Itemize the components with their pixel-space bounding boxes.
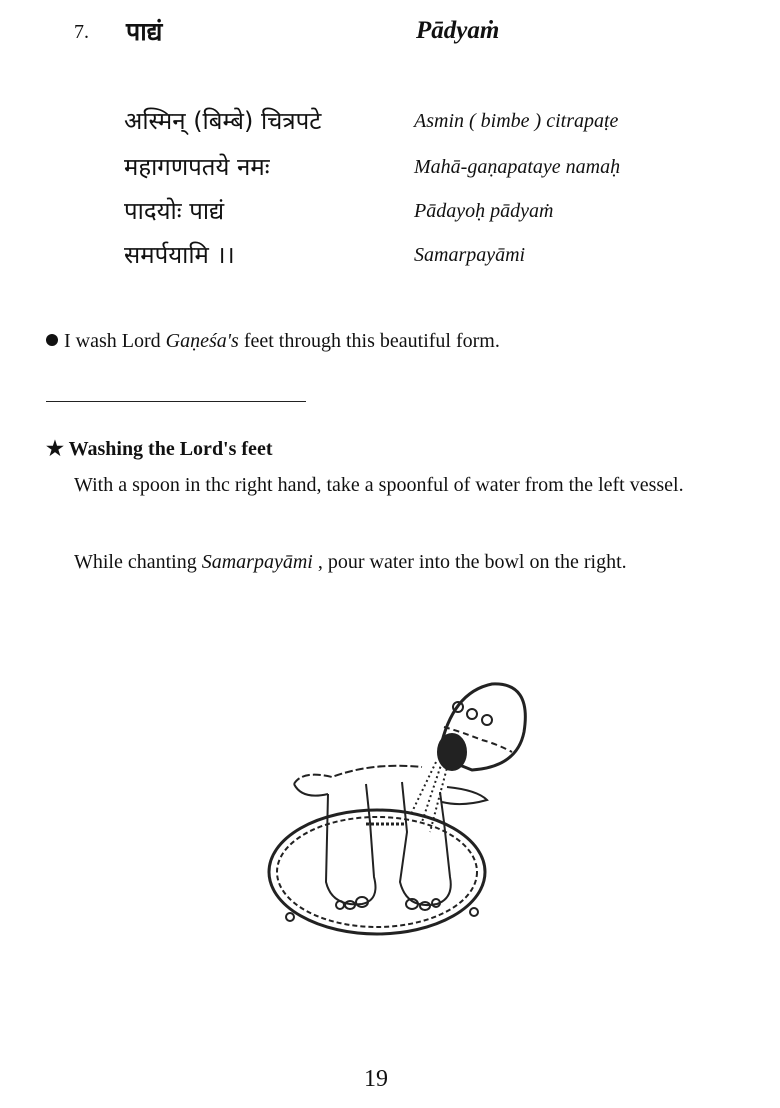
- mantra-line-roman: Asmin ( bimbe ) citrapaṭe: [414, 110, 619, 132]
- mantra-line-roman: Mahā-gaṇapataye namaḥ: [414, 156, 621, 178]
- mantra-line-devanagari: पादयोः पाद्यं: [124, 197, 225, 225]
- section-title-roman: Pādyaṁ: [416, 17, 500, 44]
- instruction-heading: ★ Washing the Lord's feet: [46, 438, 273, 460]
- mantra-line-devanagari: महागणपतये नमः: [124, 153, 270, 181]
- section-title-devanagari: पाद्यं: [126, 17, 163, 46]
- section-number: 7.: [74, 21, 89, 43]
- meaning-bullet: I wash Lord Gaṇeśa's feet through this beautiful form.: [46, 330, 500, 353]
- mantra-line-roman: Pādayoḥ pādyaṁ: [414, 200, 554, 222]
- instruction-paragraph: With a spoon in thc right hand, take a spoonful of water from the left vessel.: [74, 474, 684, 496]
- instruction-paragraph: While chanting Samarpayāmi , pour water into the bowl on the right.: [74, 551, 627, 573]
- meaning-italic: Gaṇeśa's: [165, 330, 239, 352]
- section-divider: [46, 401, 306, 402]
- mantra-line-devanagari: अस्मिन् (बिम्बे) चित्रपटे: [124, 107, 322, 135]
- mantra-line-devanagari: समर्पयामि ।।: [124, 241, 235, 269]
- bullet-icon: [46, 334, 58, 346]
- mantra-line-roman: Samarpayāmi: [414, 244, 526, 266]
- feet-washing-illustration: [262, 672, 542, 948]
- page-number: 19: [364, 1066, 388, 1092]
- star-icon: ★: [46, 438, 64, 460]
